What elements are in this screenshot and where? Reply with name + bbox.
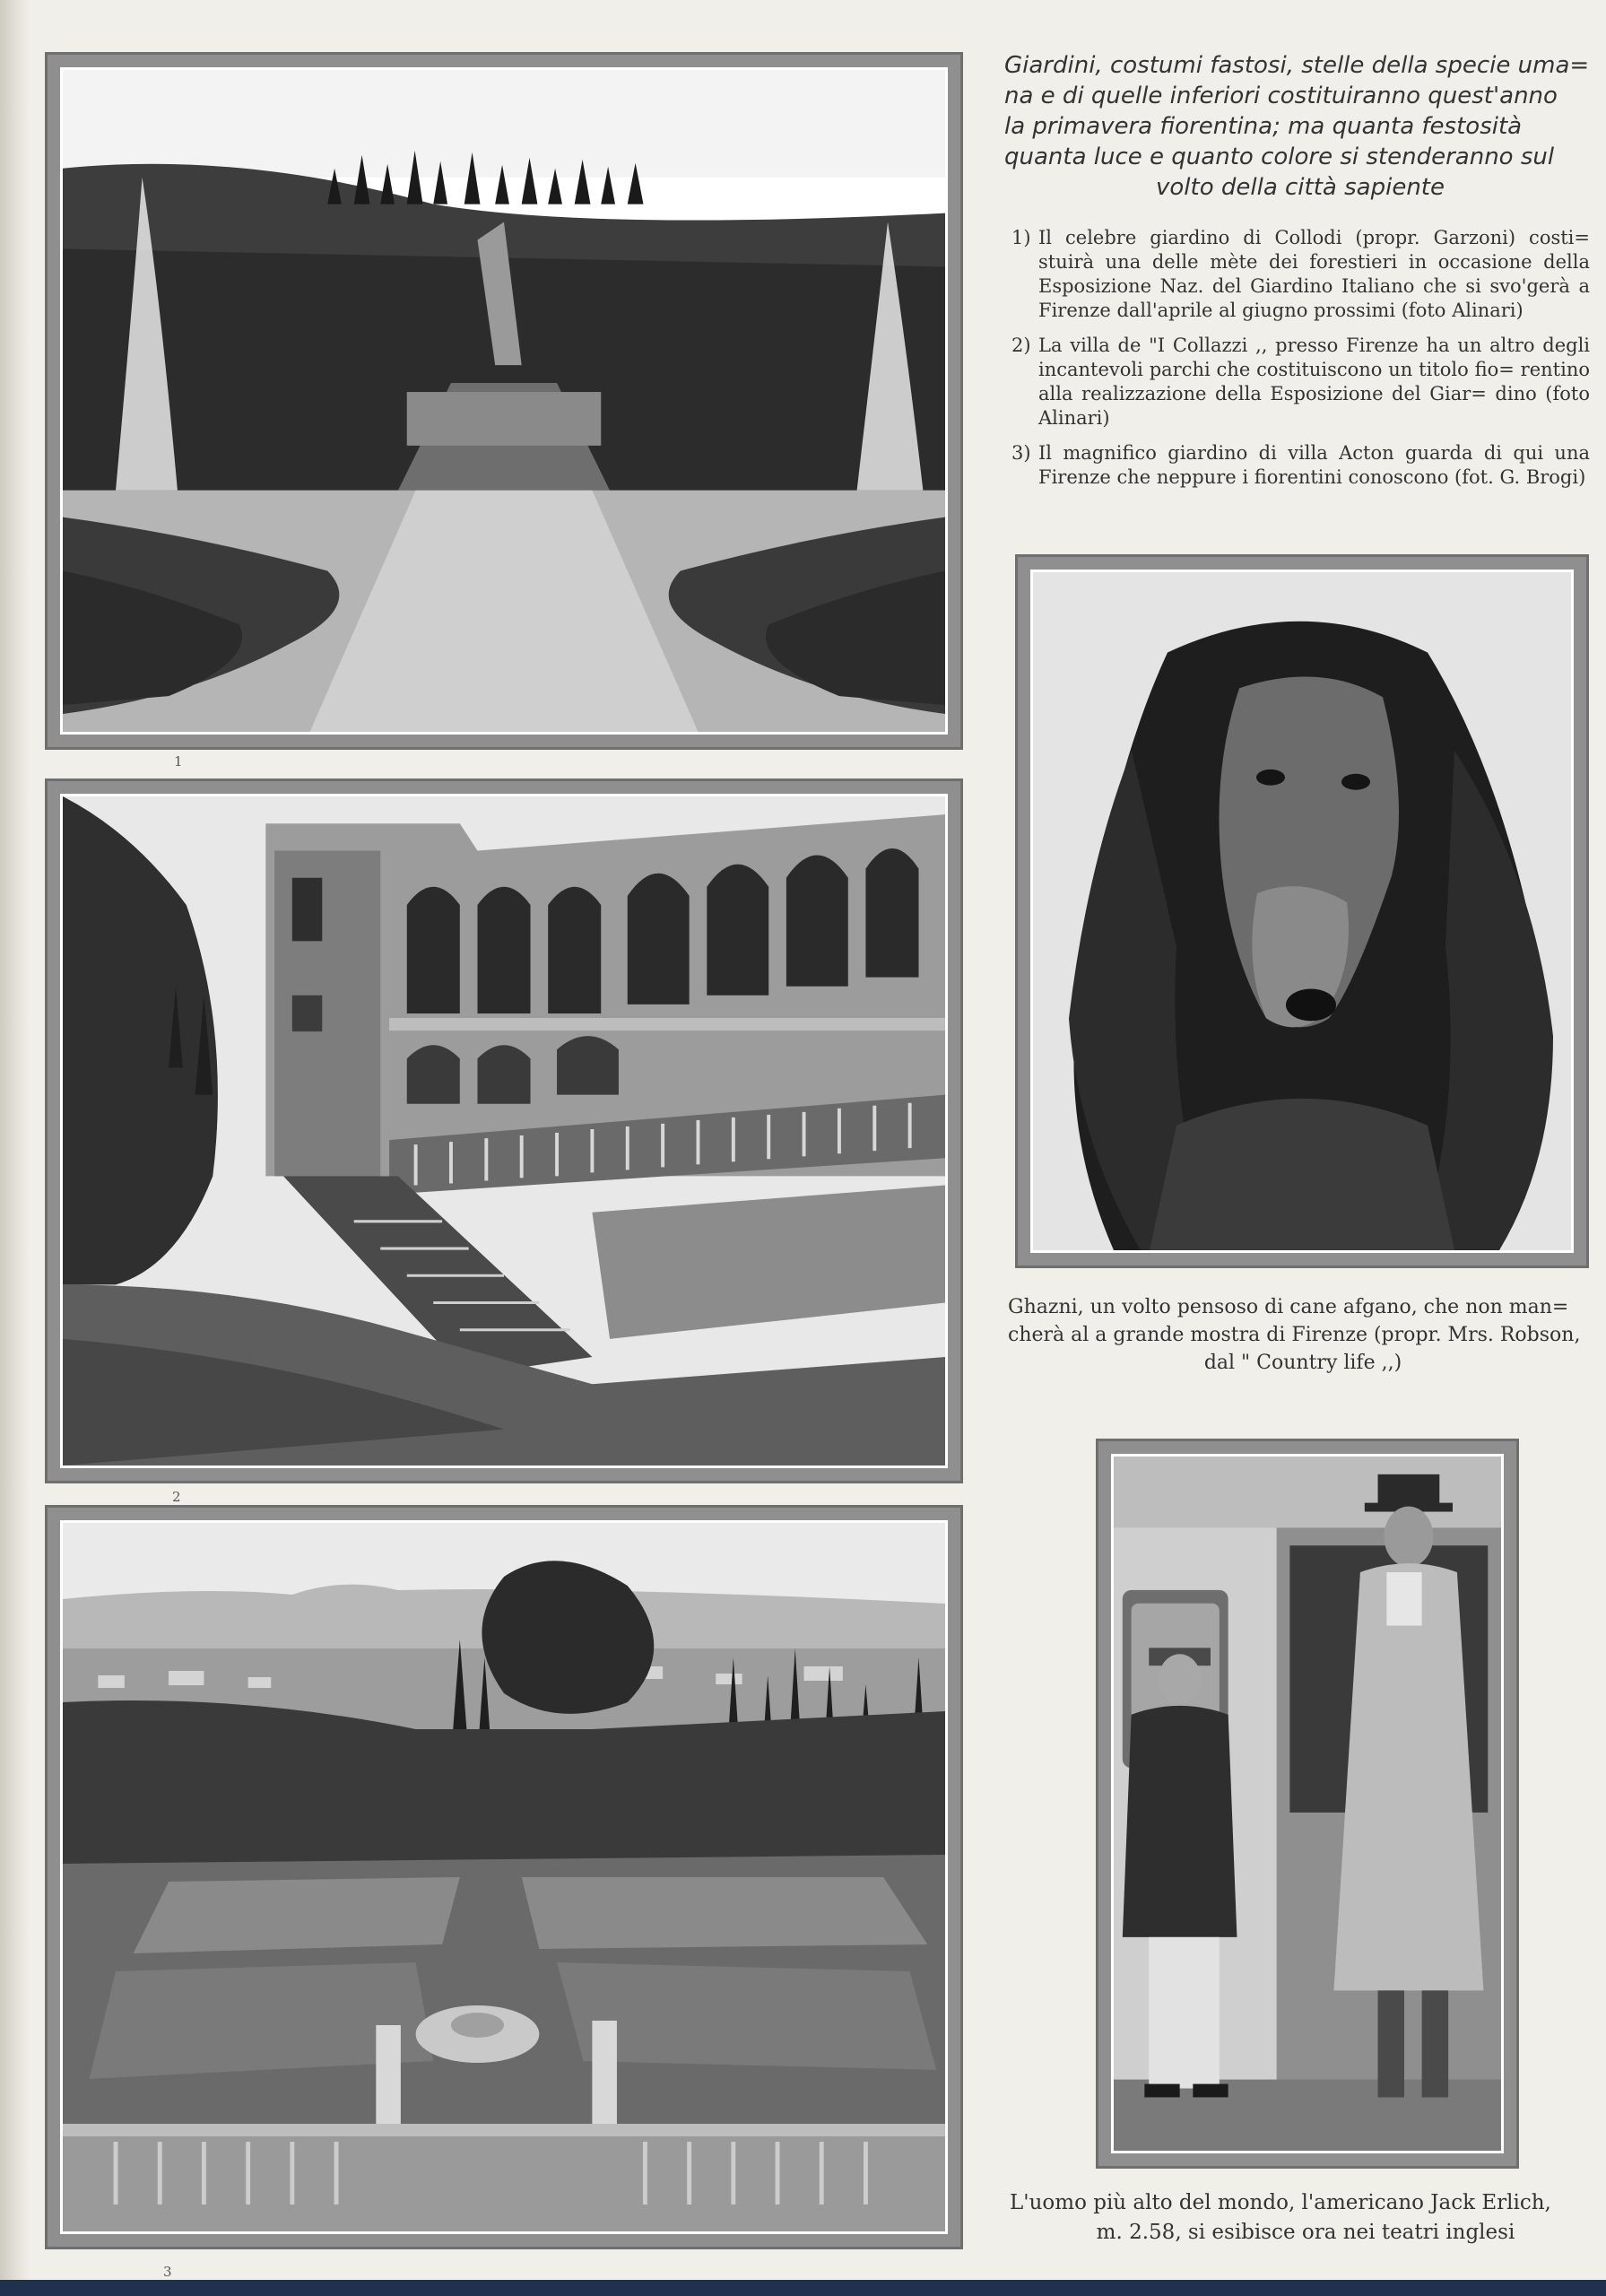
intro-line-2: na e di quelle inferiori costituiranno quest'anno [1004, 83, 1558, 109]
tallest-man-caption [1010, 2188, 1602, 2248]
bottom-binding-band [0, 2280, 1606, 2296]
villa-collazzi-image [63, 796, 945, 1465]
photo-villa-acton [45, 1505, 963, 2249]
caption-2-text: La villa de "I Collazzi ,, presso Firenze ha un altro degli incantevoli parchi che costituiscono un titolo fio= rentino alla realizzazione della Esposizione del Giar= dino (foto Alinari) [1038, 335, 1590, 429]
photo-tallest-man [1096, 1439, 1519, 2169]
photo-number-2: 2 [172, 1489, 181, 1505]
caption-2 [1011, 334, 1590, 430]
caption-3-text: Il magnifico giardino di villa Acton guarda di qui una Firenze che neppure i fiorentini conoscono (fot. G. Brogi) [1038, 442, 1590, 488]
caption-3-number: 3) [1011, 442, 1031, 464]
photo-captions [1011, 226, 1590, 500]
intro-line-4: quanta luce e quanto colore si stenderanno sul [1004, 144, 1555, 170]
intro-line-3: la primavera fiorentina; ma quanta festosità [1004, 113, 1523, 140]
photo-collodi-garden [45, 52, 963, 750]
man-caption-line-1: L'uomo più alto del mondo, l'americano Jack Erlich, [1010, 2191, 1551, 2214]
villa-acton-image [63, 1523, 945, 2231]
photo-villa-collazzi [45, 778, 963, 1483]
page-binding-edge [0, 0, 30, 2296]
caption-1-text: Il celebre giardino di Collodi (propr. Garzoni) costi= stuirà una delle mète dei forestieri in occasione della Esposizione Naz. del Giardino Italiano che si svo'gerà a Firenze dall'aprile al giugno prossimi (foto Alinari) [1038, 227, 1590, 321]
caption-2-number: 2) [1011, 335, 1031, 356]
collodi-garden-image [63, 70, 945, 732]
photo-afghan-hound [1015, 554, 1589, 1268]
intro-line-1: Giardini, costumi fastosi, stelle della specie uma= [1004, 52, 1590, 79]
tallest-man-image [1114, 1457, 1501, 2151]
caption-1 [1011, 226, 1590, 323]
man-caption-line-2: m. 2.58, si esibisce ora nei teatri inglesi [1096, 2221, 1515, 2244]
caption-3 [1011, 441, 1590, 490]
photo-number-1: 1 [174, 753, 183, 770]
intro-line-5: volto della città sapiente [1155, 174, 1445, 201]
afghan-hound-caption [1008, 1293, 1598, 1377]
dog-caption-line-3: dal " Country life ,,) [1203, 1352, 1402, 1374]
intro-text [1004, 50, 1596, 203]
photo-number-3: 3 [163, 2264, 172, 2280]
dog-caption-line-1: Ghazni, un volto pensoso di cane afgano, che non man= [1008, 1296, 1569, 1318]
caption-1-number: 1) [1011, 227, 1031, 248]
afghan-hound-image [1033, 572, 1571, 1250]
dog-caption-line-2: cherà al a grande mostra di Firenze (propr. Mrs. Robson, [1008, 1324, 1581, 1346]
